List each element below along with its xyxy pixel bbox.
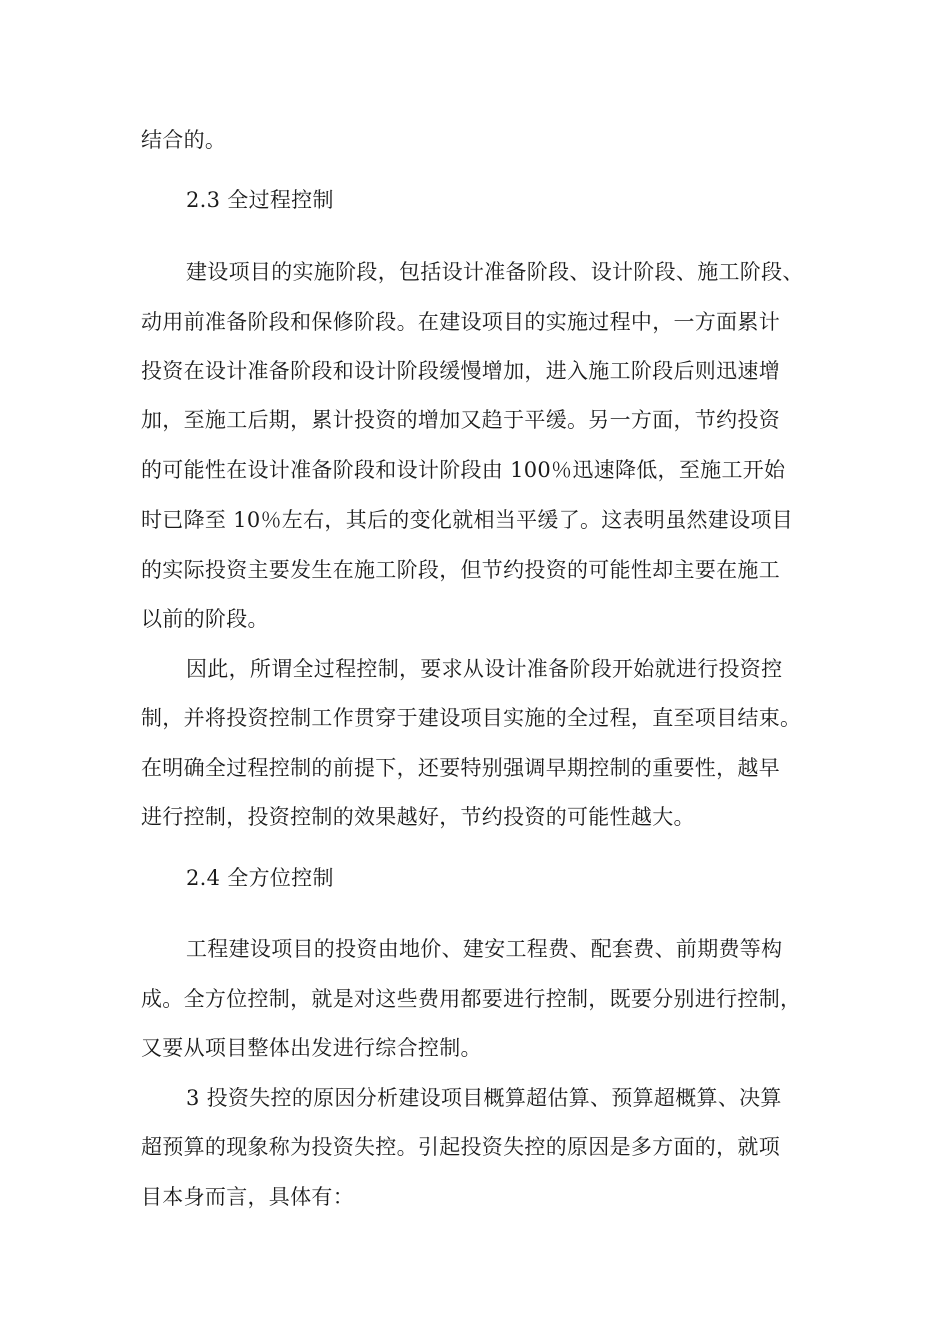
paragraph-line: 目本身而言，具体有： bbox=[141, 1185, 354, 1209]
paragraph-line: 的可能性在设计准备阶段和设计阶段由 100％迅速降低，至施工开始 bbox=[141, 458, 786, 482]
paragraph-line: 又要从项目整体出发进行综合控制。 bbox=[141, 1036, 482, 1060]
paragraph-line: 3 投资失控的原因分析建设项目概算超估算、预算超概算、决算 bbox=[186, 1086, 782, 1110]
paragraph-line: 动用前准备阶段和保修阶段。在建设项目的实施过程中，一方面累计 bbox=[141, 310, 780, 334]
section-heading-2-3: 2.3 全过程控制 bbox=[186, 188, 334, 212]
paragraph-line: 成。全方位控制，就是对这些费用都要进行控制，既要分别进行控制， bbox=[141, 987, 802, 1011]
paragraph-line: 加，至施工后期，累计投资的增加又趋于平缓。另一方面，节约投资 bbox=[141, 408, 780, 432]
paragraph-line: 以前的阶段。 bbox=[141, 607, 269, 631]
paragraph-line: 在明确全过程控制的前提下，还要特别强调早期控制的重要性，越早 bbox=[141, 756, 780, 780]
paragraph-line: 因此，所谓全过程控制，要求从设计准备阶段开始就进行投资控 bbox=[186, 657, 783, 681]
section-heading-2-4: 2.4 全方位控制 bbox=[186, 866, 334, 890]
paragraph-line: 投资在设计准备阶段和设计阶段缓慢增加，进入施工阶段后则迅速增 bbox=[141, 359, 780, 383]
paragraph-line: 工程建设项目的投资由地价、建安工程费、配套费、前期费等构 bbox=[186, 937, 783, 961]
paragraph-line: 超预算的现象称为投资失控。引起投资失控的原因是多方面的，就项 bbox=[141, 1135, 780, 1159]
paragraph-line: 进行控制，投资控制的效果越好，节约投资的可能性越大。 bbox=[141, 805, 695, 829]
paragraph-line: 结合的。 bbox=[141, 128, 227, 152]
paragraph-line: 制，并将投资控制工作贯穿于建设项目实施的全过程，直至项目结束。 bbox=[141, 706, 802, 730]
paragraph-line: 建设项目的实施阶段，包括设计准备阶段、设计阶段、施工阶段、 bbox=[186, 260, 804, 284]
paragraph-line: 的实际投资主要发生在施工阶段，但节约投资的可能性却主要在施工 bbox=[141, 558, 780, 582]
paragraph-line: 时已降至 10％左右，其后的变化就相当平缓了。这表明虽然建设项目 bbox=[141, 508, 793, 532]
